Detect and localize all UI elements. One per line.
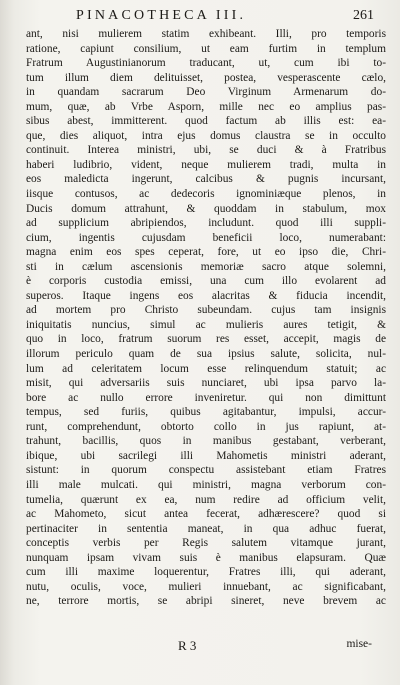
text-line: conceptis verbis per Regis salutem vitamque jurant, — [26, 537, 386, 550]
text-line: eos maledicta ingerunt, calcibus & pugnis incursant, — [26, 173, 386, 186]
text-line: lum ad celeritatem locum esse relinquendum statuit; ac — [26, 362, 386, 375]
text-line: ne, terrore mortis, se abripi sineret, neve brevem ac — [26, 595, 386, 608]
text-line: que, dies aliquot, intra ejus domus claustra se in occulto — [26, 129, 386, 142]
text-line: è corporis custodia emissi, una cum illo evolarent ad — [26, 275, 386, 288]
text-line: illi male mulcati. qui ministri, magna verborum con- — [26, 478, 386, 491]
text-line: ant, nisi mulierem statim exhibeant. Illi, pro temporis — [26, 28, 386, 40]
text-line: runt, comprehendunt, obtorto collo in jus rapiunt, at- — [26, 420, 386, 433]
text-line: tum illum diem delituisset, postea, vesperascente cælo, — [26, 71, 386, 84]
text-line: continuit. Interea ministri, ubi, se duci & à Fratribus — [26, 144, 386, 157]
text-line: nutu, oculis, voce, mulieri innuebant, ac significabant, — [26, 580, 386, 593]
text-line: ratione, capiunt consilium, ut eam furtim in templum — [26, 42, 386, 55]
text-line: bore ac nullo errore inveniretur. qui non dimittunt — [26, 391, 386, 404]
text-line: iniquitatis nuncius, simul ac mulieris aures tetigit, & — [26, 318, 386, 331]
text-line: ad supplicium abripiendos, includunt. quod illi suppli- — [26, 217, 386, 230]
page-number: 261 — [353, 8, 374, 23]
text-line: ad mortem pro Christo subeundam. cujus tam insignis — [26, 304, 386, 317]
signature-mark: R 3 — [178, 638, 197, 653]
text-line: ibique, ubi sacrilegi illi Mahometis ministri aderant, — [26, 449, 386, 462]
text-line: tumelia, quærunt ex ea, num redire ad officium velit, — [26, 493, 386, 506]
text-line: illorum periculo quam de sua ipsius salute, solicita, nul- — [26, 348, 386, 361]
text-line: nunquam ipsam vivam suis è manibus elapsuram. Quæ — [26, 551, 386, 564]
text-line: cium, ingentis cujusdam beneficii loco, numerabant: — [26, 231, 386, 244]
text-line: pertinaciter in sententia maneat, in qua adhuc fuerat, — [26, 522, 386, 535]
text-line: tempus, sed furiis, quibus agitabantur, impulsi, accur- — [26, 406, 386, 419]
page-header — [28, 8, 380, 28]
text-line: mum, quæ, ab Vrbe Asporn, mille nec eo amplius pas- — [26, 100, 386, 113]
body-text — [26, 27, 386, 609]
text-line: superos. Itaque ingens eos alacritas & fiducia incendit, — [26, 289, 386, 302]
text-line: sistunt: in quorum conspectu assistebant etiam Fratres — [26, 464, 386, 477]
catchword: mise- — [346, 638, 372, 650]
text-line: sti in cælum ascensionis memoriæ sacro atque solemni, — [26, 260, 386, 273]
text-line: ac Mahometo, sicut antea fecerat, adhærescere? quod si — [26, 508, 386, 521]
text-line: Fratrum Augustinianorum traducant, ut, cum ibi to- — [26, 57, 386, 70]
page-footer — [28, 638, 380, 656]
text-line: sibus abest, immitterent. quod factum ab illis est: ea- — [26, 115, 386, 128]
text-line: trahunt, bacillis, quos in manibus gestabant, verberant, — [26, 435, 386, 448]
text-line: quo in loco, fratrum suorum res esset, accepit, magis de — [26, 333, 386, 346]
text-line: misit, qui adversariis suis nunciaret, ubi ipsa parvo la- — [26, 377, 386, 390]
text-line: haberi ludibrio, vident, neque mulierem tradi, multa in — [26, 158, 386, 171]
text-line: in quandam sacrarum Deo Virginum Armenarum do- — [26, 86, 386, 99]
text-line: Ducis domum attrahunt, & quoddam in stabulum, mox — [26, 202, 386, 215]
text-line: iisque contusos, ac dedecoris ignominiæque plenos, in — [26, 188, 386, 201]
running-title: PINACOTHECA III. — [76, 8, 247, 23]
text-line: magna enim eos spes ceperat, fore, ut eo ipso die, Chri- — [26, 246, 386, 259]
text-line: cum illi maxime loquerentur, Fratres illi, qui aderant, — [26, 566, 386, 579]
